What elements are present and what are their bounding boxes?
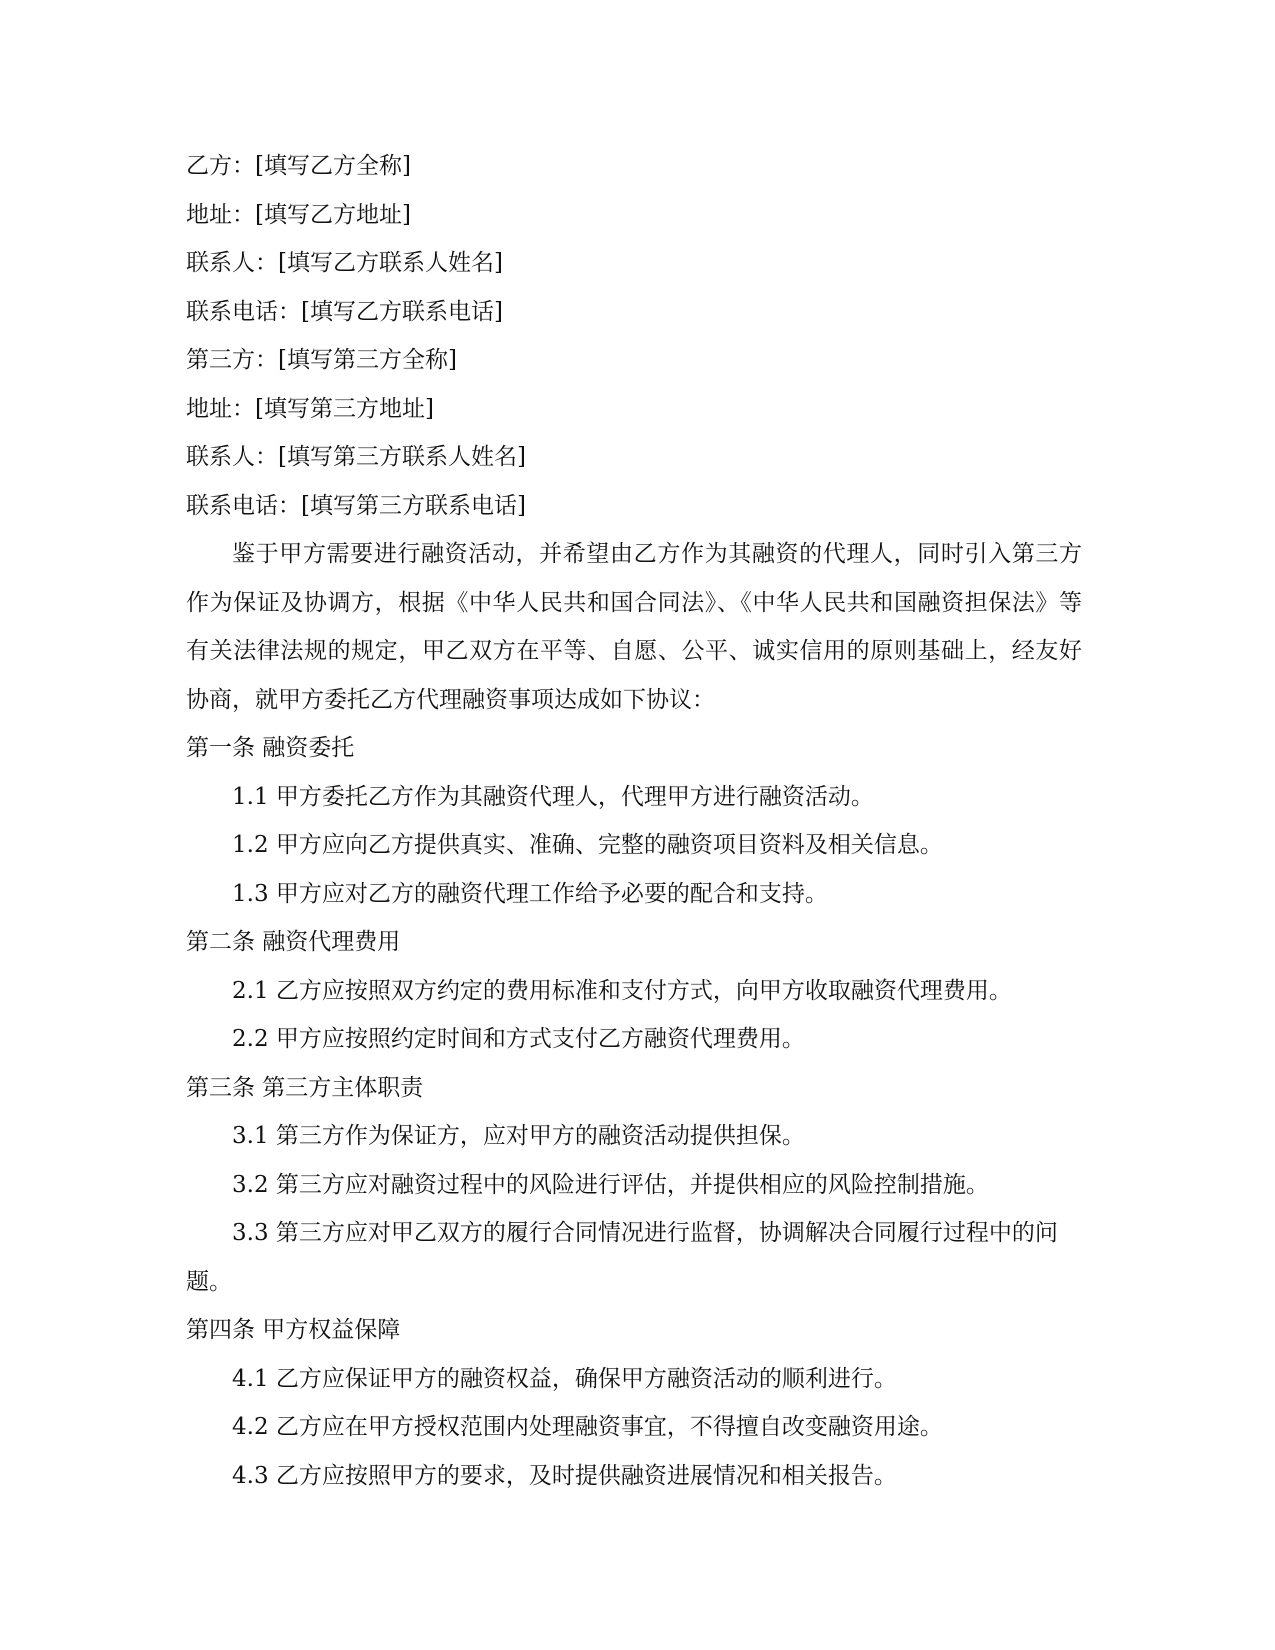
clause-1-1: 1.1 甲方委托乙方作为其融资代理人，代理甲方进行融资活动。: [232, 783, 874, 810]
article-4-heading: 第四条 甲方权益保障: [186, 1317, 401, 1343]
clause-3-2: 3.2 第三方应对融资过程中的风险进行评估，并提供相应的风险控制措施。: [232, 1171, 989, 1198]
clause-2-1: 2.1 乙方应按照双方约定的费用标准和支付方式，向甲方收取融资代理费用。: [232, 977, 1012, 1004]
clause-3-3: 3.3 第三方应对甲乙双方的履行合同情况进行监督，协调解决合同履行过程中的问题。: [186, 1220, 1058, 1295]
party-b-contact: 联系人：[填写乙方联系人姓名]: [186, 250, 503, 276]
third-party-contact: 联系人：[填写第三方联系人姓名]: [186, 444, 526, 470]
clause-4-2: 4.2 乙方应在甲方授权范围内处理融资事宜，不得擅自改变融资用途。: [232, 1414, 943, 1440]
party-b-name: 乙方：[填写乙方全称]: [186, 153, 411, 179]
preamble-paragraph: 鉴于甲方需要进行融资活动，并希望由乙方作为其融资的代理人，同时引入第三方作为保证及协调方，根据《中华人民共和国合同法》、《中华人民共和国融资担保法》等有关法律法规的规定，甲乙双方在平等、自愿、公平、诚实信用的原则基础上，经友好协商，就甲方委托乙方代理融资事项达成如下协议：: [186, 541, 1082, 713]
party-b-address: 地址：[填写乙方地址]: [186, 201, 411, 228]
party-b-phone: 联系电话：[填写乙方联系电话]: [186, 298, 503, 325]
clause-1-2: 1.2 甲方应向乙方提供真实、准确、完整的融资项目资料及相关信息。: [232, 832, 943, 858]
article-2-heading: 第二条 融资代理费用: [186, 929, 401, 955]
third-party-phone: 联系电话：[填写第三方联系电话]: [186, 492, 526, 519]
third-party-name: 第三方：[填写第三方全称]: [186, 347, 457, 373]
clause-4-3: 4.3 乙方应按照甲方的要求，及时提供融资进展情况和相关报告。: [232, 1462, 897, 1489]
article-3-heading: 第三条 第三方主体职责: [186, 1074, 424, 1101]
document-body: [186, 142, 1082, 1500]
clause-4-1: 4.1 乙方应保证甲方的融资权益，确保甲方融资活动的顺利进行。: [232, 1365, 897, 1392]
third-party-address: 地址：[填写第三方地址]: [186, 395, 434, 422]
clause-2-2: 2.2 甲方应按照约定时间和方式支付乙方融资代理费用。: [232, 1026, 805, 1052]
clause-3-1: 3.1 第三方作为保证方，应对甲方的融资活动提供担保。: [232, 1123, 805, 1149]
clause-1-3: 1.3 甲方应对乙方的融资代理工作给予必要的配合和支持。: [232, 880, 828, 907]
article-1-heading: 第一条 融资委托: [186, 735, 355, 761]
